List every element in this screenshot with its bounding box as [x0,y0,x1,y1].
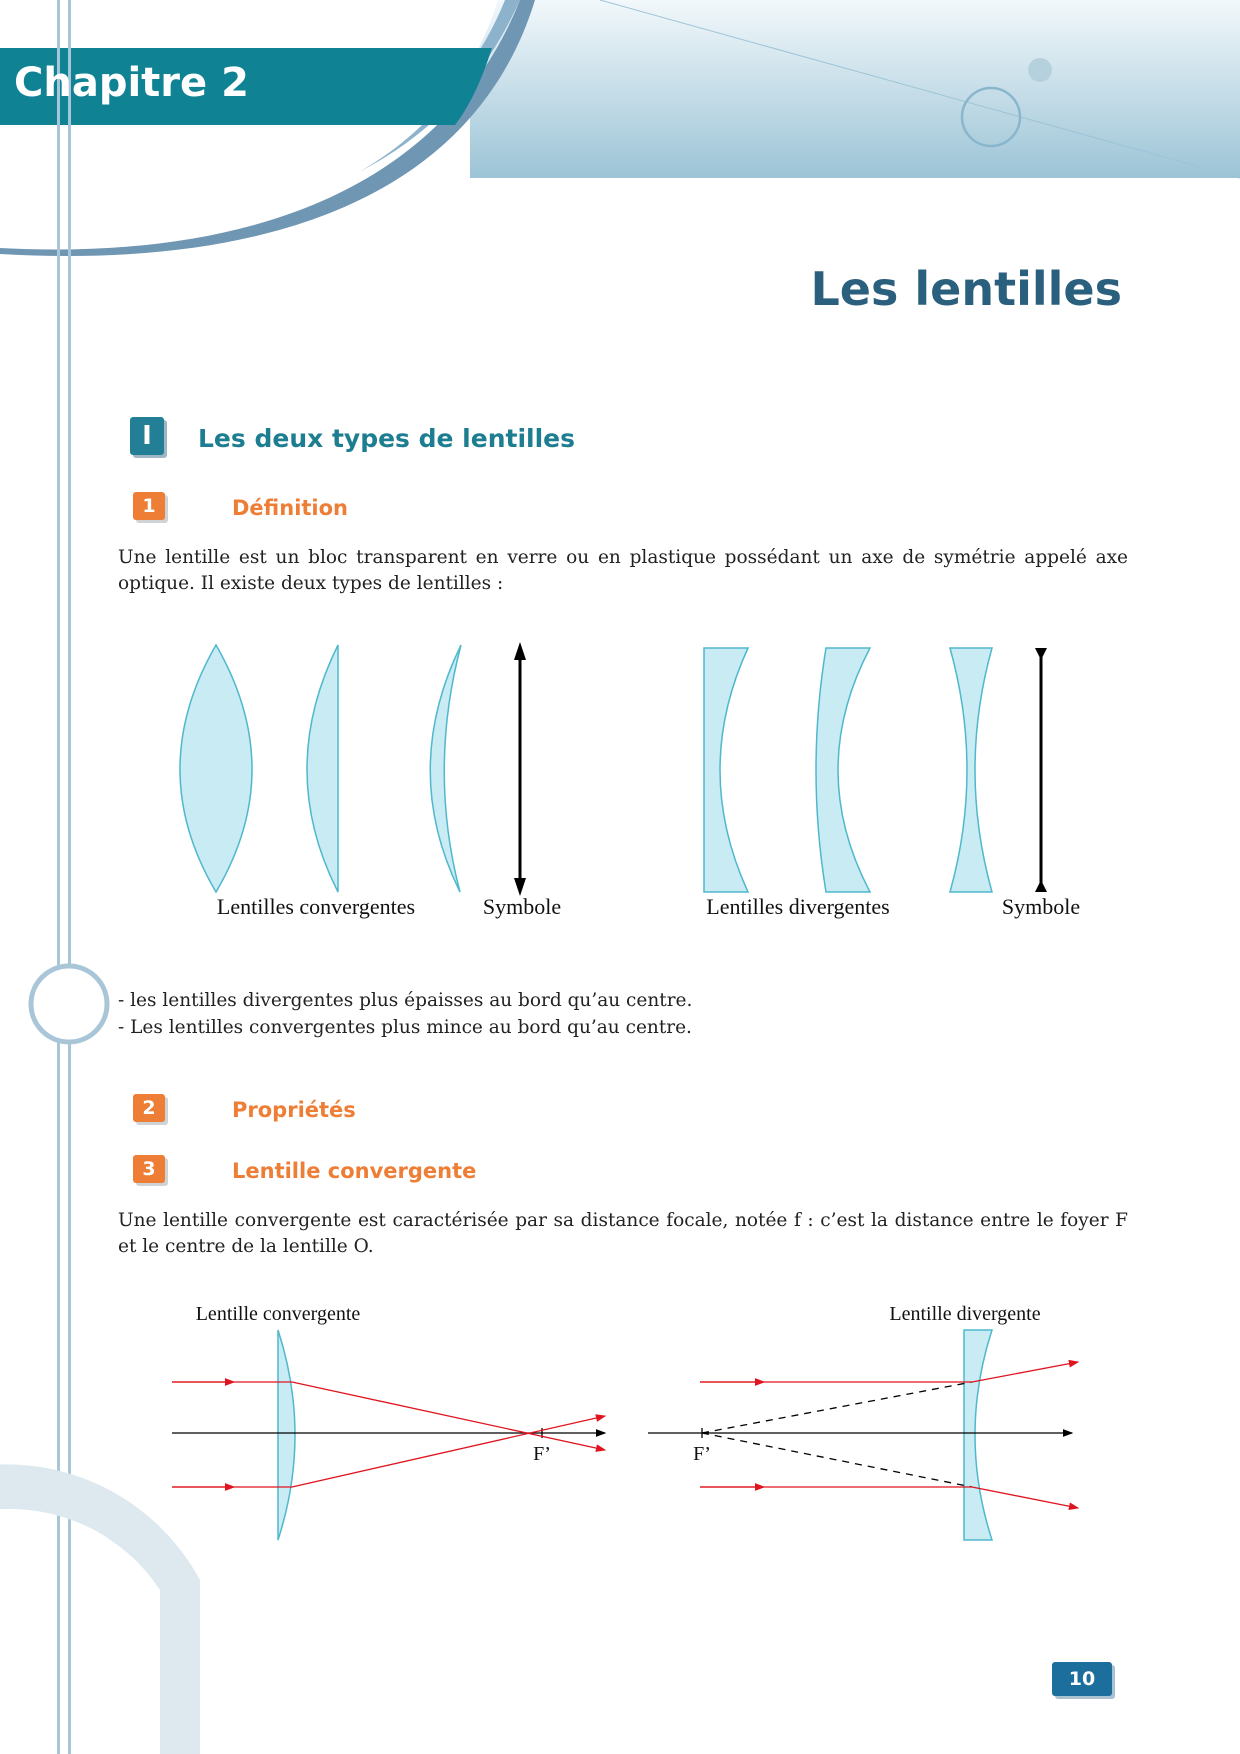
virtual-ray-bottom [702,1433,972,1487]
subsection-badge-2: 2 [133,1094,165,1122]
definition-paragraph: Une lentille est un bloc transparent en verre ou en plastique possédant un axe de symétrie appelé axe optique. Il existe deux types de lentilles : [118,547,1128,594]
subsection-title-properties: Propriétés [232,1098,356,1122]
label-symbol-converging: Symbole [482,894,562,919]
note-line-1: - les lentilles divergentes plus épaisses au bord qu’au centre. [118,990,693,1011]
focus-label-right: F’ [693,1443,711,1465]
lens-meniscus-divergent [816,648,870,892]
refracted-ray-bottom-div [972,1487,1078,1508]
lens-plano-concave [704,648,748,892]
lens-types-figure [0,630,1240,950]
converging-lens-shape [278,1330,295,1540]
section-number-badge: I [130,417,164,455]
subsection-title-converging-lens: Lentille convergente [232,1159,477,1183]
refracted-ray-bottom [292,1416,605,1487]
label-converging-lenses: Lentilles convergentes [216,894,416,919]
diverging-lens-shape [964,1330,992,1540]
virtual-ray-top [702,1382,972,1433]
header-dot-decoration [1028,58,1052,82]
header-gradient [470,0,1240,178]
chapter-label: Chapitre 2 [14,60,249,106]
note-line-2: - Les lentilles convergentes plus mince au bord qu’au centre. [118,1017,692,1038]
subsection-title-definition: Définition [232,496,349,520]
lens-biconcave [950,648,992,892]
converging-diagram-title: Lentille convergente [195,1303,361,1325]
label-symbol-diverging: Symbole [1001,894,1081,919]
ray-diagrams-figure [0,1290,1240,1550]
diverging-lens-symbol [1035,648,1047,892]
diverging-diagram-title: Lentille divergente [889,1303,1041,1325]
page-number: 10 [1052,1662,1112,1696]
lens-meniscus-convergent [430,645,461,892]
converging-lens-paragraph: Une lentille convergente est caractérisée par sa distance focale, notée f : c’est la distance entre le foyer F et le centre de la lentille O. [118,1210,1128,1257]
margin-circle-decoration [31,966,107,1042]
subsection-badge-1: 1 [133,492,165,520]
refracted-ray-top-div [972,1362,1078,1382]
subsection-badge-3: 3 [133,1155,165,1183]
lens-biconvex [180,645,252,892]
focus-label-left: F’ [533,1443,551,1465]
refracted-ray-top [292,1382,605,1450]
page-title: Les lentilles [810,262,1122,316]
label-diverging-lenses: Lentilles divergentes [706,894,890,919]
section-title: Les deux types de lentilles [198,424,576,453]
converging-lens-symbol [514,642,526,896]
lens-plano-convex [307,645,338,892]
